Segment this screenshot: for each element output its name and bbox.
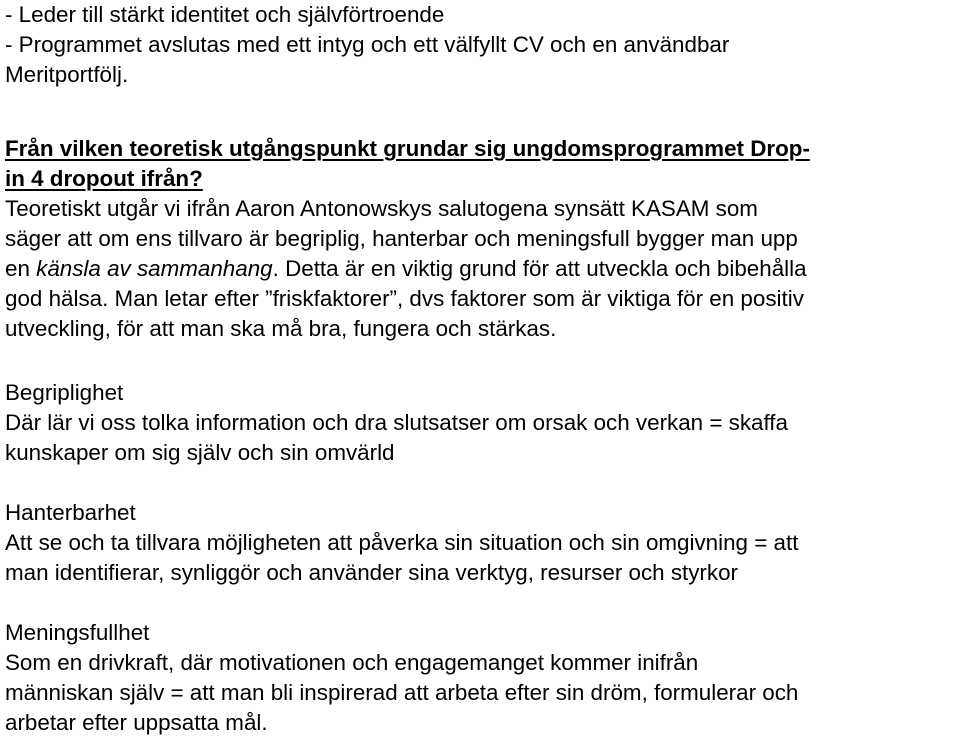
- section-term: Hanterbarhet: [5, 500, 136, 525]
- heading-line: in 4 dropout ifrån?: [5, 166, 203, 191]
- section-line: kunskaper om sig själv och sin omvärld: [5, 440, 395, 465]
- question-heading: [5, 134, 953, 194]
- section-begriplighet: [5, 378, 953, 468]
- paragraph-line: Teoretiskt utgår vi ifrån Aaron Antonowskys salutogena synsätt KASAM som: [5, 196, 758, 221]
- intro-paragraph: [5, 194, 953, 344]
- section-line: arbetar efter uppsatta mål.: [5, 710, 268, 735]
- section-meningsfullhet: [5, 618, 953, 738]
- section-term: Meningsfullhet: [5, 620, 150, 645]
- section-line: Att se och ta tillvara möjligheten att påverka sin situation och sin omgivning = att: [5, 530, 799, 555]
- section-line: man identifierar, synliggör och använder sina verktyg, resurser och styrkor: [5, 560, 738, 585]
- heading-line: Från vilken teoretisk utgångspunkt grundar sig ungdomsprogrammet Drop-: [5, 136, 810, 161]
- bullet-list: [5, 0, 953, 90]
- paragraph-line: utveckling, för att man ska må bra, fungera och stärkas.: [5, 316, 557, 341]
- section-line: Som en drivkraft, där motivationen och engagemanget kommer inifrån: [5, 650, 699, 675]
- paragraph-line: säger att om ens tillvaro är begriplig, hanterbar och meningsfull bygger man upp: [5, 226, 798, 251]
- bullet-item-continuation: Meritportfölj.: [5, 62, 129, 87]
- document-page: [5, 0, 953, 738]
- section-term: Begriplighet: [5, 380, 124, 405]
- paragraph-line: god hälsa. Man letar efter ”friskfaktorer”, dvs faktorer som är viktiga för en positiv: [5, 286, 804, 311]
- emphasis-text: känsla av sammanhang: [36, 256, 273, 281]
- section-hanterbarhet: [5, 498, 953, 588]
- bullet-item: - Programmet avslutas med ett intyg och ett välfyllt CV och en användbar: [5, 32, 730, 57]
- bullet-item: - Leder till stärkt identitet och självförtroende: [5, 2, 445, 27]
- section-line: människan själv = att man bli inspirerad att arbeta efter sin dröm, formulerar och: [5, 680, 799, 705]
- paragraph-text: en: [5, 256, 37, 281]
- section-line: Där lär vi oss tolka information och dra slutsatser om orsak och verkan = skaffa: [5, 410, 788, 435]
- paragraph-text: . Detta är en viktig grund för att utveckla och bibehålla: [272, 256, 807, 281]
- paragraph-line: [5, 254, 953, 284]
